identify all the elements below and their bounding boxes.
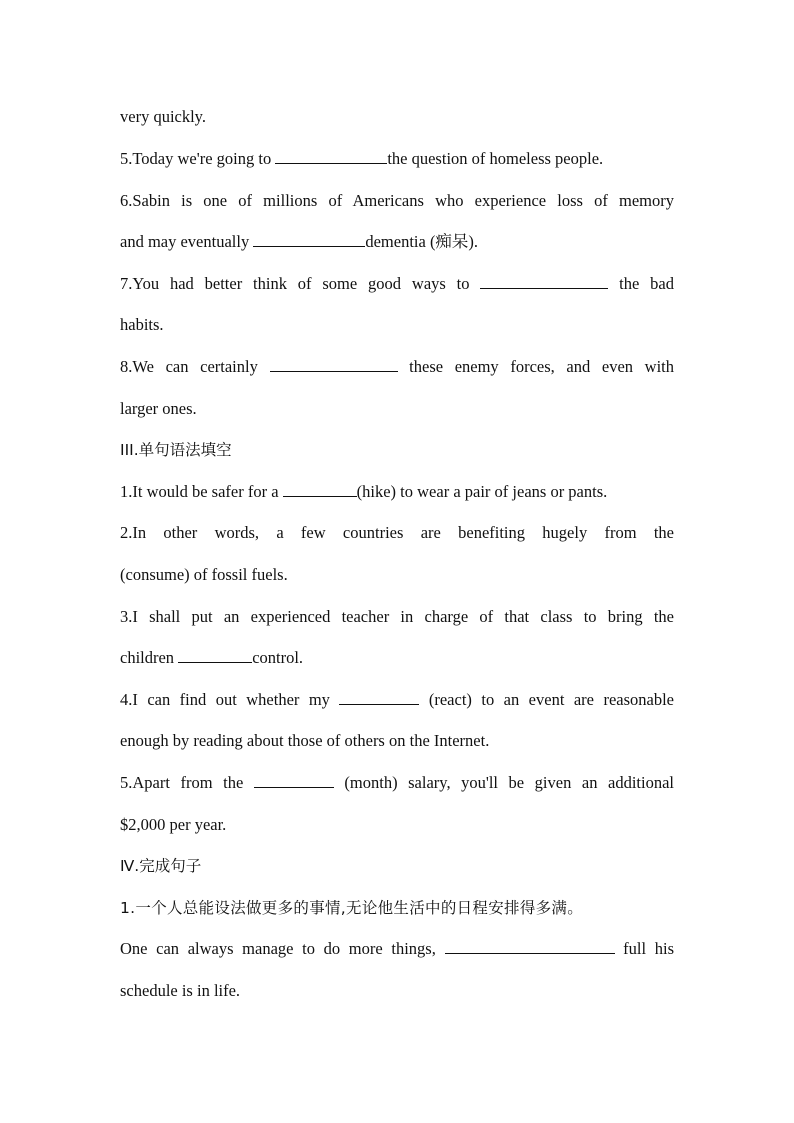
item-7-line-2: habits. — [120, 315, 164, 334]
grammar-item-1-text-before: 1.It would be safer for a — [120, 482, 283, 501]
grammar-item-1-blank[interactable] — [283, 479, 357, 497]
item-6-text-after: dementia (痴呆). — [365, 232, 479, 251]
grammar-item-4-blank[interactable] — [339, 687, 419, 705]
grammar-item-5-text-before: 5.Apart from the — [120, 773, 254, 792]
grammar-item-1-text-after: (hike) to wear a pair of jeans or pants. — [356, 482, 608, 501]
item-5-text-before: 5.Today we're going to — [120, 149, 276, 168]
item-7-blank[interactable] — [480, 271, 608, 289]
item-6-line-2 — [120, 229, 674, 255]
grammar-item-3-text-before: children — [120, 648, 179, 667]
item-4-continuation: very quickly. — [120, 107, 206, 126]
section-4-heading: Ⅳ.完成句子 — [120, 857, 202, 875]
item-5-text-after: the question of homeless people. — [387, 149, 604, 168]
item-6-text-before: and may eventually — [120, 232, 254, 251]
item-6-line-1: 6.Sabin is one of millions of Americans who experience loss of memory — [120, 191, 674, 210]
sentence-1-chinese: 1.一个人总能设法做更多的事情,无论他生活中的日程安排得多满。 — [120, 899, 584, 917]
grammar-item-1-line — [120, 479, 674, 505]
grammar-item-5-blank[interactable] — [254, 770, 334, 788]
item-8-text-before: 8.We can certainly — [120, 357, 270, 376]
item-5-blank[interactable] — [275, 146, 387, 164]
grammar-item-4-text-before: 4.I can find out whether my — [120, 690, 340, 709]
grammar-item-4-line-1 — [120, 687, 674, 713]
grammar-item-2-line-1: 2.In other words, a few countries are benefiting hugely from the — [120, 523, 674, 542]
grammar-item-3-line-1: 3.I shall put an experienced teacher in charge of that class to bring the — [120, 607, 674, 626]
sentence-1-blank[interactable] — [445, 936, 615, 954]
section-3-heading: III.单句语法填空 — [120, 441, 232, 459]
grammar-item-4-text-after: (react) to an event are reasonable — [428, 690, 675, 709]
grammar-item-5-text-after: (month) salary, you'll be given an additional — [344, 773, 675, 792]
sentence-1-line-1 — [120, 936, 674, 962]
grammar-item-5-line-2: $2,000 per year. — [120, 815, 227, 834]
item-7-text-before: 7.You had better think of some good ways to — [120, 274, 481, 293]
item-8-line-2: larger ones. — [120, 399, 197, 418]
grammar-item-3-text-after: control. — [252, 648, 304, 667]
sentence-1-text-after: full his — [623, 939, 675, 958]
grammar-item-4-line-2: enough by reading about those of others on the Internet. — [120, 731, 490, 750]
grammar-item-5-line-1 — [120, 770, 674, 796]
item-7-text-after: the bad — [619, 274, 674, 293]
item-6-blank[interactable] — [253, 229, 365, 247]
item-8-blank[interactable] — [270, 354, 398, 372]
grammar-item-3-blank[interactable] — [178, 645, 252, 663]
sentence-1-line-2: schedule is in life. — [120, 981, 241, 1000]
item-5-line — [120, 146, 674, 172]
item-8-line-1 — [120, 354, 674, 380]
item-8-text-after: these enemy forces, and even with — [409, 357, 674, 376]
grammar-item-2-line-2: (consume) of fossil fuels. — [120, 565, 288, 584]
sentence-1-text-before: One can always manage to do more things, — [120, 939, 445, 958]
item-7-line-1 — [120, 271, 674, 297]
grammar-item-3-line-2 — [120, 645, 674, 671]
